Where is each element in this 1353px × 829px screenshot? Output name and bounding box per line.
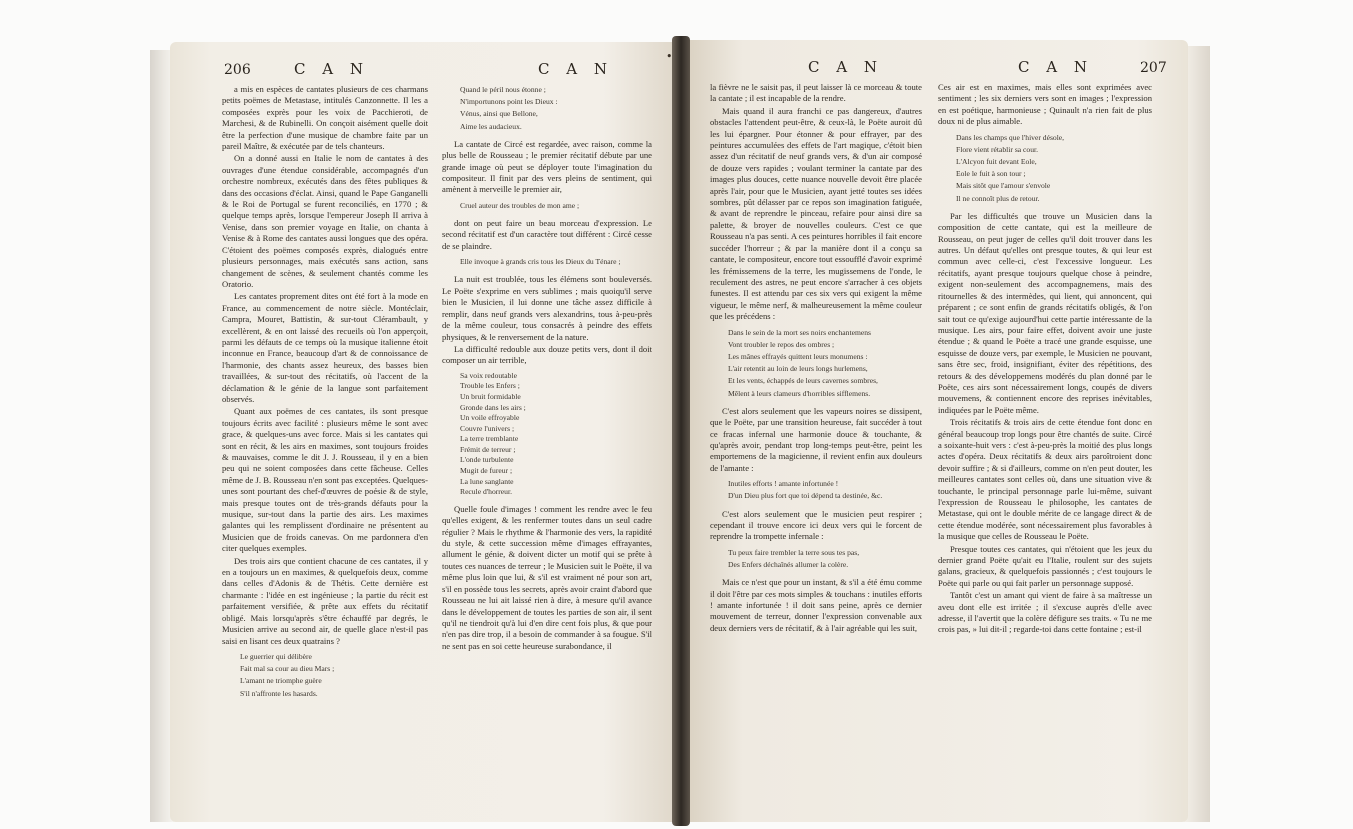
running-head-left-col2: C A N (538, 60, 613, 78)
paragraph: Mais quand il aura franchi ce pas dangereux, d'autres obstacles l'attendent peut-être, & ceux-là, le Poëte auroit dû les lui épargner. Pour étonner & pour effrayer, par des peintures accumulées des effets de l'art magique, c'étoit bien assez d'un récitatif de neuf grands vers, & d'un air composé de douze vers rapides ; voulant terminer la cantate par des images plus douces, cette nuance nouvelle devoit être placée après l'air, pour que le Musicien, ayant jetté toutes ses idées sombres, pût délasser par ce repos son imagination fatiguée, & avant de reprendre le pinceau, refaire pour ainsi dire sa palette, & broyer de nouvelles couleurs. C'est ce que Rousseau n'a pas senti. A ces peintures horribles il fait encore succéder l'horreur ; & par la manière dont il a conçu sa cantate, le compositeur, encore tout essoufflé d'avoir exprimé les frémissemens de la terre, les mugissemens de l'onde, le reculement des astres, ne peut encore s'arracher à ces objets funestes. Il est attendu par ces six vers qui exigent la même vigueur, le même nerf, & malheureusement la même couleur que les précédens : (710, 105, 922, 322)
verse-line: N'importunons point les Dieux : (460, 97, 558, 107)
paragraph: C'est alors seulement que les vapeurs noires se dissipent, que le Poëte, par une transition heureuse, fait succéder à tout ce fracas infernal une harmonie douce & touchante, & qu'après avoir, pendant trop long-temps peut-être, peint les emportemens de la magicienne, il revient enfin aux douleurs de l'amante : (710, 405, 922, 473)
verse-line: Le guerrier qui délibère (240, 651, 312, 661)
verse-line: Couvre l'univers ; (460, 423, 515, 433)
verse-quotation (460, 256, 652, 268)
verse-line: Recule d'horreur. (460, 487, 512, 497)
verse-line: Inutiles efforts ! amante infortunée ! (728, 479, 839, 489)
page-number-left: 206 (224, 62, 251, 78)
page-number-right: 207 (1140, 60, 1167, 76)
verse-line: Dans le sein de la mort ses noirs enchantemens (728, 327, 871, 337)
running-head-right-col1: C A N (808, 58, 883, 76)
paragraph: Quelle foule d'images ! comment les rendre avec le feu qu'elles exigent, & les renfermer toutes dans un seul cadre régulier ? Mais le rhythme & l'harmonie des vers, la rapidité du style, & cette succession même d'images effrayantes, allument le génie, & doivent dicter un motif qui se prête à toutes ces nuances de terreur ; le Musicien suit le Poëte, il va même plus loin que lui, & s'il est vraiment né pour son art, s'il en possède tous les secrets, après avoir craint d'abord que Rousseau ne lui ait laissé rien à dire, à mesure qu'il avance dans le développement de toutes les parties de son air, il sent qu'il ne tiendroit qu'à lui d'en dire cent fois plus, & que pour n'en pas dire trop, il a besoin de commander à sa fougue. S'il ne sent pas en soi cette heureuse surabondance, il (442, 503, 652, 651)
right-column-2 (938, 82, 1152, 637)
paragraph: Par les difficultés que trouve un Musicien dans la composition de cette cantate, qui est la meilleure de Rousseau, on peut juger de celles qu'il doit trouver dans les autres. Un défaut qu'elles ont presque toutes, & qui leur est commun avec celle-ci, c'est l'excessive longueur. Les récitatifs, ayant presque toujours quelque chose à peindre, exigent non-seulement des accompagnemens, mais des ritournelles & des intermèdes, qui lient, qui annoncent, qui préparent ; ce sont enfin de grands récitatifs obligés, & l'on sait tout ce qu'exige aujourd'hui cette partie intéressante de la musique. Les airs, pour faire effet, doivent avoir une juste étendue ; & quand le Poëte a tracé une grande esquisse, une esquisse de douze vers, par exemple, le Musicien ne pouvant, sans être sec, froid, insignifiant, éviter des répétitions, des retours & des développemens modérés du plan donné par le Poëte, ces airs sont nécessairement longs, coupés de divers mouvemens, & contiennent encore des reprises inévitables, indiquées par le Poëte même. (938, 210, 1152, 415)
paragraph: C'est alors seulement que le musicien peut respirer ; cependant il trouve encore ici deux vers qui le forcent de reprendre la trompette infernale : (710, 508, 922, 542)
verse-line: Des Enfers déchaînés allumer la colère. (728, 560, 849, 570)
verse-line: L'Alcyon fuit devant Eole, (956, 157, 1037, 167)
verse-line: S'il n'affronte les hasards. (240, 688, 318, 698)
verse-line: Gronde dans les airs ; (460, 402, 526, 412)
right-page (682, 40, 1188, 822)
verse-quotation (728, 478, 922, 502)
verse-line: Fait mal sa cour au dieu Mars ; (240, 664, 335, 674)
paragraph: la fièvre ne le saisit pas, il peut laisser là ce morceau & toute la cantate ; il est incapable de la rendre. (710, 82, 922, 104)
verse-line: Eole le fuit à son tour ; (956, 169, 1026, 179)
paragraph: La nuit est troublée, tous les élémens sont bouleversés. Le Poëte s'exprime en vers sublimes ; mais quoiqu'il serve bien le Musicien, il lui donne une tâche assez difficile à remplir, dans neuf grands vers alexandrins, tous à-peu-près de la même couleur, tous consacrés à peindre des effets physiques, & le renversement de la nature. (442, 274, 652, 342)
verse-line: Elle invoque à grands cris tous les Dieux du Ténare ; (460, 257, 621, 267)
paragraph: La difficulté redouble aux douze petits vers, dont il doit composer un air terrible, (442, 343, 652, 366)
paragraph: Presque toutes ces cantates, qui n'étoient que les jeux du dernier grand Poëte qu'ait eu l'Italie, roulent sur des sujets galans, gracieux, & quelquefois passionnés ; c'est toujours le Poëte qui parle ou qui fait parler un personnage supposé. (938, 543, 1152, 588)
verse-line: L'amant ne triomphe guère (240, 676, 322, 686)
verse-quotation (728, 327, 922, 400)
paragraph: Tantôt c'est un amant qui vient de faire à sa maîtresse un aveu dont elle est irritée ; il s'excuse auprès d'elle avec adresse, il l'avertit que la colère défigure ses traits. « Tu ne me crois pas, » lui dit-il ; regarde-toi dans cette fontaine ; est-il (938, 590, 1152, 635)
paragraph: La cantate de Circé est regardée, avec raison, comme la plus belle de Rousseau ; le premier récitatif débute par une grande image où peut se déployer toute l'imagination du compositeur. Il finit par des vers pleins de sentiment, qui amènent à merveille le premier air, (442, 138, 652, 195)
verse-quotation (956, 132, 1152, 205)
page-fastener-mark: • (666, 50, 673, 63)
verse-line: Sa voix redoutable (460, 370, 517, 380)
left-column-2 (442, 84, 652, 653)
verse-line: Les mânes effrayés quittent leurs monumens : (728, 351, 868, 361)
verse-line: Vont troubler le repos des ombres ; (728, 339, 835, 349)
verse-line: Mais sitôt que l'amour s'envole (956, 181, 1051, 191)
verse-line: Un bruit formidable (460, 391, 521, 401)
verse-line: Flore vient rétablir sa cour. (956, 144, 1039, 154)
verse-line: Mêlent à leurs clameurs d'horribles sifflemens. (728, 388, 871, 398)
right-column-1 (710, 82, 922, 635)
verse-line: Aime les audacieux. (460, 121, 522, 131)
paragraph: On a donné aussi en Italie le nom de cantates à des ouvrages d'une étendue considérable, accompagnés d'un orchestre nombreux, exécutés dans des fêtes publiques & dans des occasions d'éclat. Ainsi, quand le Pape Ganganelli & le Roi de Portugal se furent reconciliés, en 1770 ; & quelque temps après, lorsque l'empereur Joseph II arriva à Venise, dans son premier voyage en Italie, on chanta à Venise & à Rome des cantates aussi longues que des opéra. C'étoient des poëmes composés exprès, dialogués entre plusieurs personnages, mais exécutés sans action, sans changement de scènes, & seulement chantés comme les Oratorio. (222, 153, 428, 289)
left-column-1 (222, 84, 428, 706)
paragraph: a mis en espèces de cantates plusieurs de ces charmans petits poëmes de Metastase, intitulés Canzonnette. Il les a composées exprès pour les voix de Pacchieroti, de Marchesi, & de Rubinelli. On conçoit aisément quelle doit être la perfection d'une musique de chambre faite par un pareil Maître, & exécutée par de tels chanteurs. (222, 84, 428, 152)
verse-quotation (460, 84, 652, 133)
verse-line: La lune sanglante (460, 476, 514, 486)
verse-line: Et les vents, échappés de leurs cavernes sombres, (728, 376, 878, 386)
paragraph: Les cantates proprement dites ont été fort à la mode en France, au commencement de notre siècle. Montéclair, Campra, Mouret, Battistin, & sur-tout Clérambault, y excellèrent, & en ont laissé des recueils où l'on apperçoit, parmi les défauts de ce temps où la musique italienne étoit inconnue en France, beaucoup d'art & de connoissance de l'harmonie, des chants assez heureux, des basses bien travaillées, & sur-tout des récitatifs, où l'accent de la déclamation & le génie de la langue sont parfaitement observés. (222, 291, 428, 404)
verse-line: Vénus, ainsi que Bellone, (460, 109, 538, 119)
paragraph: dont on peut faire un beau morceau d'expression. Le second récitatif est d'un caractère tout différent : Circé cesse de se plaindre. (442, 218, 652, 251)
verse-quotation (460, 200, 652, 212)
paragraph: Quant aux poëmes de ces cantates, ils sont presque toujours écrits avec facilité : plusieurs même le sont avec grace, & quelques-uns avec force. Mais si les cantates qui sont en récit, & les airs en maximes, sont toujours froides & mauvaises, comme le dit J. J. Rousseau, il y en a bien peu qui ne soient composées dans cette fâcheuse. Celles même de J. B. Rousseau n'en sont pas exceptées. Quelques-unes sont pourtant des chef-d'œuvres de poésie & de style, mais presque toutes ont de très-grands défauts pour la musique, sur-tout dans la partie des airs. Les maximes galantes qui les remplissent d'ordinaire ne présentent au Musicien que de froids canevas. On me pardonnera d'en citer quelques exemples. (222, 406, 428, 554)
verse-line: L'air retentit au loin de leurs longs hurlemens, (728, 364, 868, 374)
verse-quotation (460, 371, 652, 498)
running-head-right-col2: C A N (1018, 58, 1093, 76)
verse-line: Mugit de fureur ; (460, 466, 513, 476)
verse-quotation (728, 547, 922, 571)
running-head-left-col1: C A N (294, 60, 369, 78)
verse-line: Dans les champs que l'hiver désole, (956, 132, 1065, 142)
verse-line: Cruel auteur des troubles de mon ame ; (460, 200, 580, 210)
verse-line: Il ne connoît plus de retour. (956, 193, 1040, 203)
verse-line: Un voile effroyable (460, 413, 520, 423)
verse-line: Frémit de terreur ; (460, 444, 516, 454)
verse-line: Tu peux faire trembler la terre sous tes pas, (728, 547, 860, 557)
book-gutter (672, 36, 690, 826)
verse-line: Quand le péril nous étonne ; (460, 85, 546, 94)
left-page (170, 42, 680, 822)
paragraph: Des trois airs que contient chacune de ces cantates, il y en a toujours un en maximes, & quelquefois deux, comme dans celles d'Adonis & de Thétis. Cette dernière est charmante : l'idée en est ingénieuse ; la partie du récit est parfaitement versifiée, & prête aux effets du récitatif obligé. Mais lorsqu'après s'être échauffé par degrés, le Musicien arrive au second air, de quelle glace n'est-il pas saisi en lisant ces deux quatrains ? (222, 555, 428, 646)
verse-line: D'un Dieu plus fort que toi dépend ta destinée, &c. (728, 491, 883, 501)
verse-line: Trouble les Enfers ; (460, 381, 520, 391)
paragraph: Trois récitatifs & trois airs de cette étendue font donc en général beaucoup trop longs pour être chantés de suite. Circé a soixante-huit vers : c'est à-peu-près la moitié des plus longs actes d'opéra. Deux récitatifs & deux airs paroîtroient donc devoir suffire ; & si d'ailleurs, comme on n'en peut douter, les meilleures cantates sont celles où, dans une situation vive & touchante, le principal personnage parle lui-même, suivant l'expression de Rousseau le philosophe, les cantates de Metastase, qui ont le double mérite de ce langage direct & de cette étendue modérée, sont nécessairement plus favorables à la musique que celles de Rousseau le Poëte. (938, 417, 1152, 542)
verse-quotation (240, 651, 428, 700)
paragraph: Ces air est en maximes, mais elles sont exprimées avec sentiment ; les six derniers vers sont en images ; l'expression en est poétique, harmonieuse ; Quinault n'a rien fait de plus doux ni de plus aimable. (938, 82, 1152, 127)
verse-line: L'onde turbulente (460, 455, 514, 465)
paragraph: Mais ce n'est que pour un instant, & s'il a été ému comme il doit l'être par ces mots simples & touchans : inutiles efforts ! amante infortunée ! il doit sans peine, après ce dernier mouvement de terreur, donner l'expression convenable aux deux derniers vers de récitatif, & à l'air agréable qui les suit, (710, 577, 922, 633)
verse-line: La terre tremblante (460, 434, 519, 444)
